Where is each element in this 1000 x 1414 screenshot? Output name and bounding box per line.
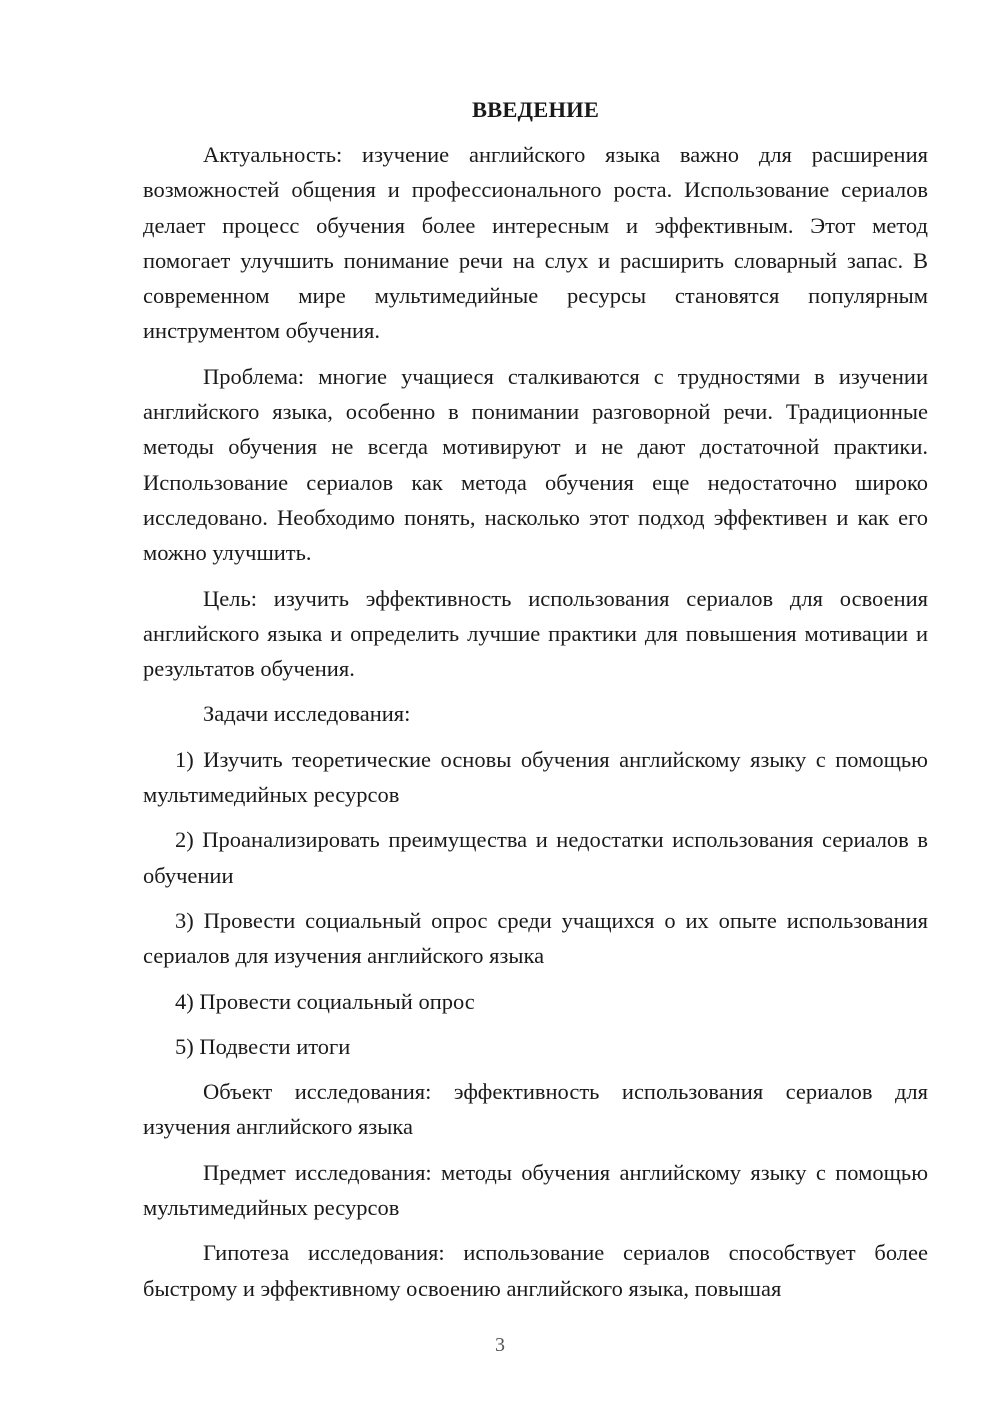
list-item: 4) Провести социальный опрос bbox=[175, 988, 475, 1014]
paragraph-hypothesis: Гипотеза исследования: использование сериалов способствует более быстрому и эффективному освоению английского языка, повышая bbox=[143, 1240, 928, 1301]
paragraph-subject: Предмет исследования: методы обучения английскому языку с помощью мультимедийных ресурсов bbox=[143, 1159, 928, 1221]
list-item: 3) Провести социальный опрос среди учащихся о их опыте использования сериалов для изучения английского языка bbox=[143, 907, 928, 969]
list-item: 1) Изучить теоретические основы обучения английскому языку с помощью мультимедийных ресурсов bbox=[143, 746, 928, 808]
paragraph-goal: Цель: изучить эффективность использования сериалов для освоения английского языка и определить лучшие практики для повышения мотивации и результатов обучения. bbox=[143, 585, 928, 682]
paragraph-problem: Проблема: многие учащиеся сталкиваются с трудностями в изучении английского языка, особенно в понимании разговорной речи. Традиционные методы обучения не всегда мотивируют и не дают достаточной практики. Использование сериалов как метода обучения еще недостаточно широко исследовано. Необходимо понять, насколько этот подход эффективен и как его можно улучшить. bbox=[143, 363, 928, 566]
paragraph-relevance: Актуальность: изучение английского языка важно для расширения возможностей общения и профессионального роста. Использование сериалов делает процесс обучения более интересным и эффективным. Этот метод помогает улучшить понимание речи на слух и расширить словарный запас. В современном мире мультимедийные ресурсы становятся популярным инструментом обучения. bbox=[143, 142, 928, 344]
section-title: ВВЕДЕНИЕ bbox=[471, 97, 600, 122]
list-item: 2) Проанализировать преимущества и недостатки использования сериалов в обучении bbox=[143, 827, 928, 888]
tasks-list bbox=[143, 742, 928, 1064]
page-number: 3 bbox=[495, 1334, 505, 1356]
page-number-footer bbox=[72, 1332, 1000, 1358]
list-item: 5) Подвести итоги bbox=[175, 1033, 351, 1059]
paragraph-object: Объект исследования: эффективность использования сериалов для изучения английского языка bbox=[143, 1079, 928, 1140]
page-body bbox=[143, 92, 928, 1316]
tasks-heading: Задачи исследования: bbox=[203, 701, 411, 727]
